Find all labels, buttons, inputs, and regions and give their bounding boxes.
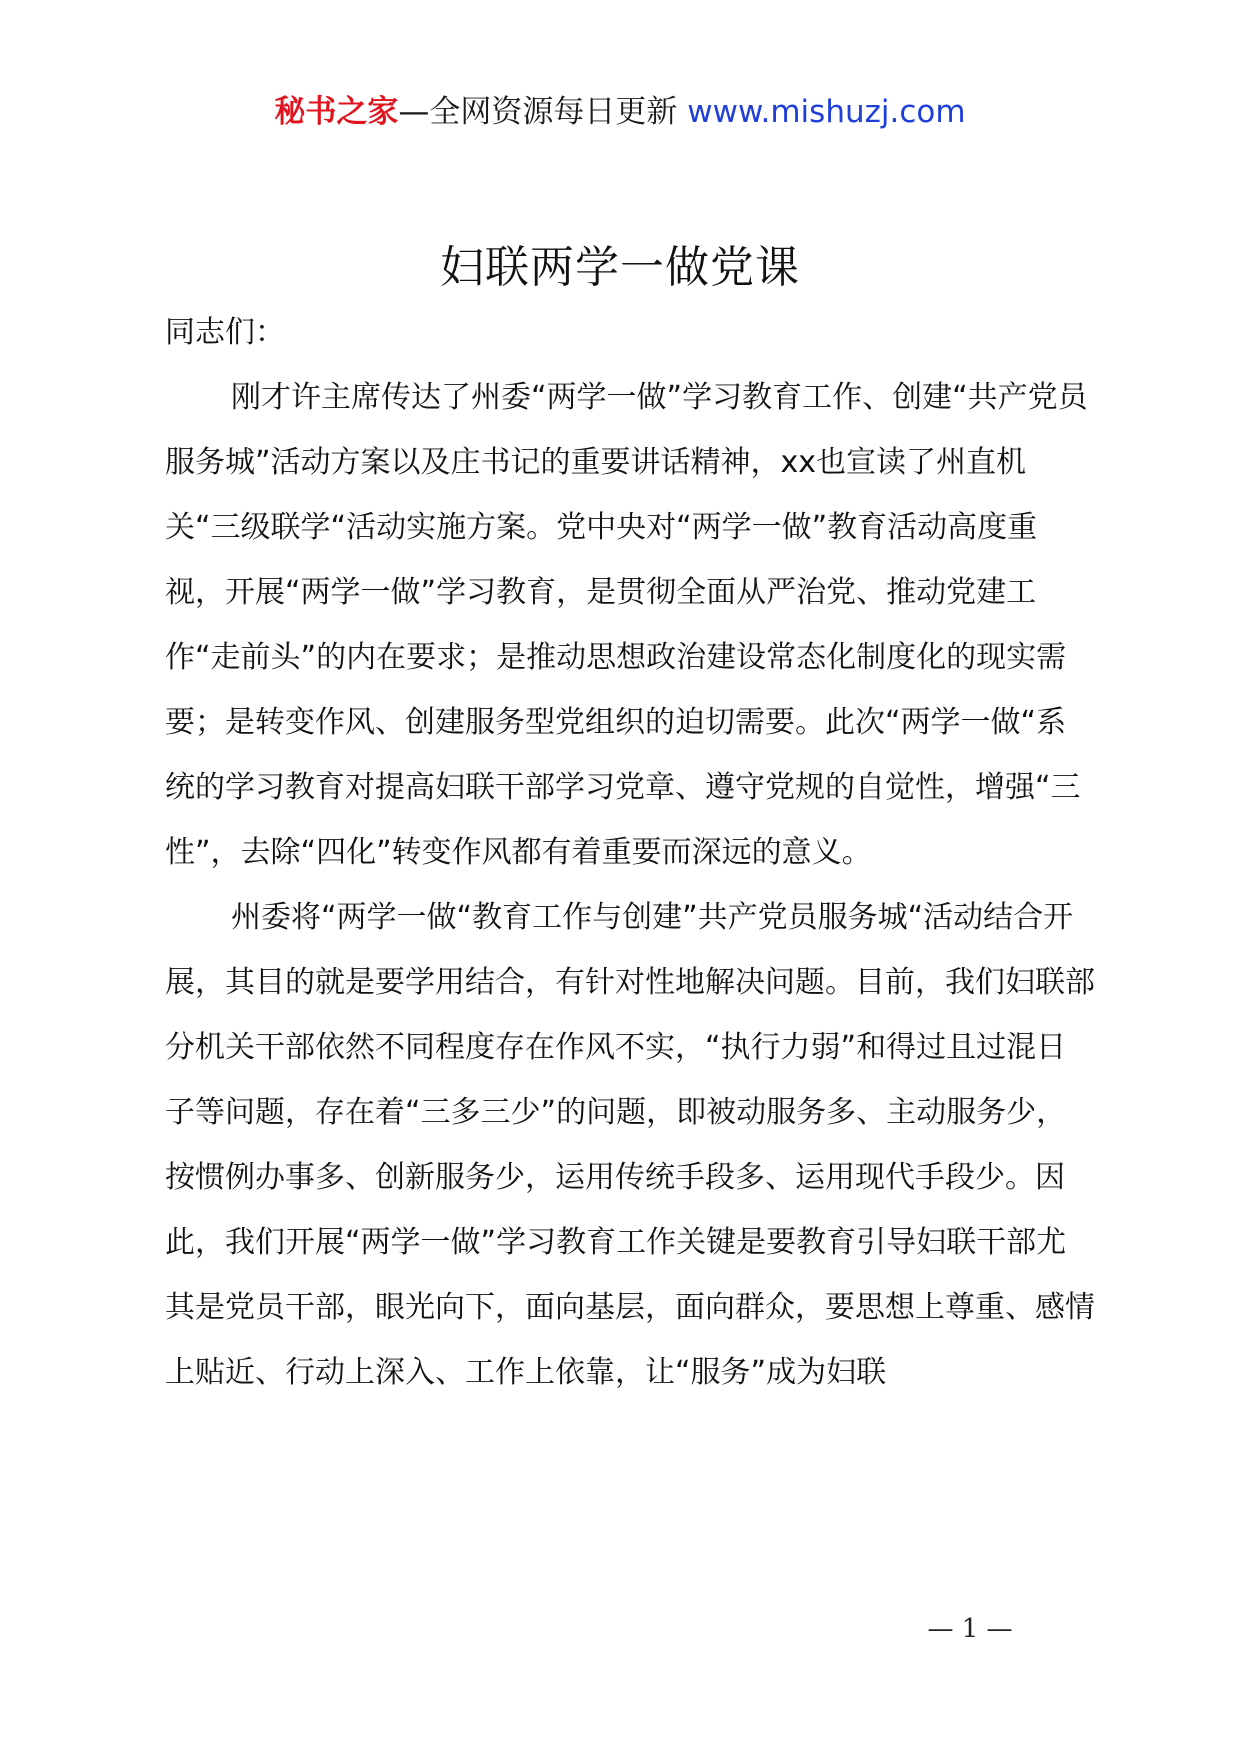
document-salutation: 同志们： bbox=[165, 315, 285, 350]
body-paragraph-2: 州委将“两学一做“教育工作与创建”共产党员服务城“活动结合开展，其目的就是要学用结合，有针对性地解决问题。目前，我们妇联部分机关干部依然不同程度存在作风不实，“执行力弱”和得过且过混日子等问题，存在着“三多三少”的问题，即被动服务多、主动服务少，按惯例办事多、创新服务少，运用传统手段多、运用现代手段少。因此，我们开展“两学一做”学习教育工作关键是要教育引导妇联干部尤其是党员干部，眼光向下，面向基层，面向群众，要思想上尊重、感情上贴近、行动上深入、工作上依靠，让“服务”成为妇联 bbox=[165, 900, 1095, 1390]
site-url-link[interactable]: www.mishuzj.com bbox=[687, 94, 966, 130]
document-title: 妇联两学一做党课 bbox=[440, 242, 800, 293]
site-header-banner bbox=[0, 92, 1240, 132]
site-tagline: —全网资源每日更新 bbox=[398, 94, 678, 130]
site-brand-name: 秘书之家 bbox=[274, 94, 399, 130]
page-number: — 1 — bbox=[927, 1614, 1013, 1644]
body-paragraph-1: 刚才许主席传达了州委“两学一做”学习教育工作、创建“共产党员服务城”活动方案以及庄书记的重要讲话精神，xx也宣读了州直机关“三级联学“活动实施方案。党中央对“两学一做”教育活动高度重视，开展“两学一做”学习教育，是贯彻全面从严治党、推动党建工作“走前头”的内在要求；是推动思想政治建设常态化制度化的现实需要；是转变作风、创建服务型党组织的迫切需要。此次“两学一做“系统的学习教育对提高妇联干部学习党章、遵守党规的自觉性，增强“三性”，去除“四化”转变作风都有着重要而深远的意义。 bbox=[165, 380, 1088, 870]
document-body bbox=[165, 300, 1095, 1405]
